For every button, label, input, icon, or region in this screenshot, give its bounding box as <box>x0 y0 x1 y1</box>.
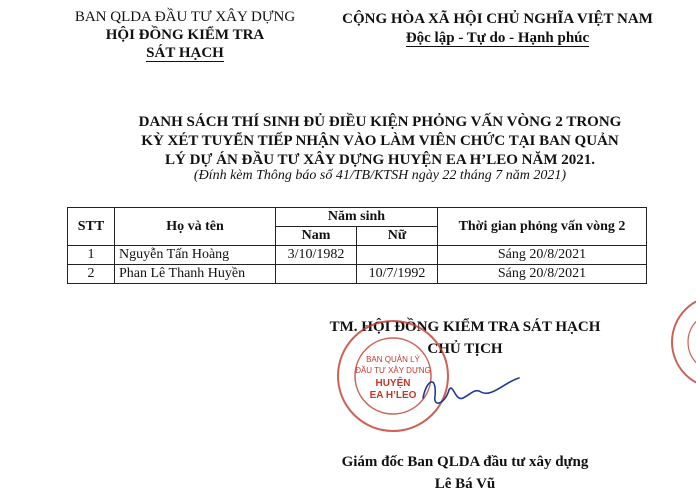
cell-female <box>357 246 438 265</box>
issuing-agency <box>60 8 310 62</box>
agency-line-1: BAN QLDA ĐẦU TƯ XÂY DỰNG <box>74 9 296 25</box>
candidate-table <box>67 207 647 284</box>
cell-time: Sáng 20/8/2021 <box>438 265 647 284</box>
table-row <box>68 246 647 265</box>
cell-name: Phan Lê Thanh Huyền <box>115 265 276 284</box>
title-line-1: DANH SÁCH THÍ SINH ĐỦ ĐIỀU KIỆN PHỎNG VẤN VÒNG 2 TRONG <box>138 114 622 130</box>
on-behalf-line: TM. HỘI ĐỒNG KIỂM TRA SÁT HẠCH <box>329 319 601 335</box>
cell-stt: 2 <box>68 265 115 284</box>
national-header <box>325 10 670 48</box>
title-line-2: KỲ XÉT TUYỂN TIẾP NHẬN VÀO LÀM VIÊN CHỨC TẠI BAN QUẢN <box>141 133 619 149</box>
nation-name: CỘNG HÒA XÃ HỘI CHỦ NGHĨA VIỆT NAM <box>342 11 653 27</box>
cell-name: Nguyễn Tấn Hoàng <box>115 246 276 265</box>
cell-male: 3/10/1982 <box>276 246 357 265</box>
svg-text:BAN QUẢN LÝ: BAN QUẢN LÝ <box>366 355 420 364</box>
cell-male <box>276 265 357 284</box>
document-subtitle: (Đính kèm Thông báo số 41/TB/KTSH ngày 22 tháng 7 năm 2021) <box>193 168 567 183</box>
header-birth-year: Năm sinh <box>276 208 438 227</box>
signer-name: Lê Bá Vũ <box>434 476 496 492</box>
cell-time: Sáng 20/8/2021 <box>438 246 647 265</box>
title-line-3: LÝ DỰ ÁN ĐẦU TƯ XÂY DỰNG HUYỆN EA H’LEO NĂM 2021. <box>165 152 595 168</box>
svg-text:EA H’LEO: EA H’LEO <box>369 390 417 401</box>
document-title <box>60 113 696 170</box>
header-male: Nam <box>276 227 357 246</box>
page-edge-seal <box>670 292 696 392</box>
table-header-row <box>68 208 647 227</box>
cell-stt: 1 <box>68 246 115 265</box>
header-name: Họ và tên <box>115 208 276 246</box>
svg-text:ĐẦU TƯ XÂY DỰNG: ĐẦU TƯ XÂY DỰNG <box>355 366 431 375</box>
handwritten-signature <box>415 368 525 418</box>
table-row <box>68 265 647 284</box>
motto: Độc lập - Tự do - Hạnh phúc <box>405 30 590 46</box>
signer-details <box>300 451 630 495</box>
header-stt: STT <box>68 208 115 246</box>
signer-role: CHỦ TỊCH <box>427 341 503 357</box>
svg-text:HUYỆN: HUYỆN <box>375 378 411 389</box>
cell-female: 10/7/1992 <box>357 265 438 284</box>
header-interview-time: Thời gian phỏng vấn vòng 2 <box>438 208 647 246</box>
signer-position: Giám đốc Ban QLDA đầu tư xây dựng <box>341 454 589 470</box>
agency-line-2: HỘI ĐỒNG KIỂM TRA <box>105 27 265 43</box>
header-female: Nữ <box>357 227 438 246</box>
agency-line-3: SÁT HẠCH <box>146 45 224 61</box>
